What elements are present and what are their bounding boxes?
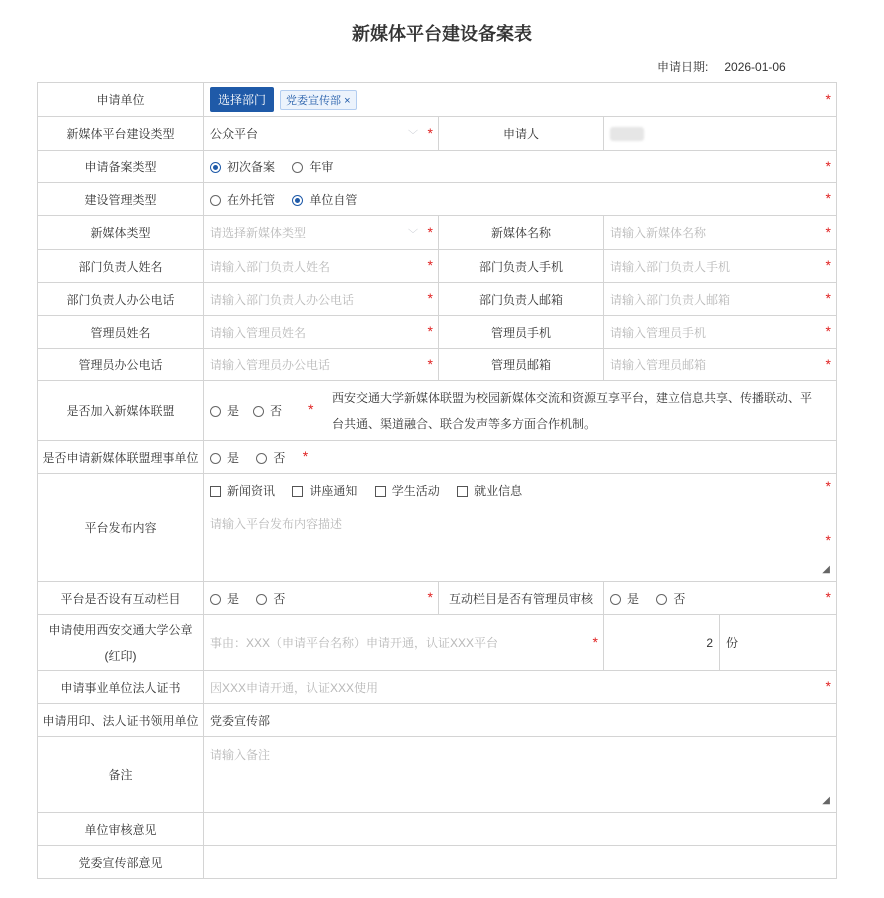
admin-phone-placeholder: 请输入管理员手机 (610, 325, 707, 340)
cert-input[interactable] (204, 671, 837, 704)
radio-icon (256, 594, 267, 605)
media-name-input[interactable] (604, 216, 837, 250)
required-mark: * (592, 633, 598, 650)
required-mark: * (825, 157, 831, 174)
cert-label: 申请事业单位法人证书 (38, 671, 204, 704)
interactive-label: 平台是否设有互动栏目 (38, 582, 204, 615)
row-receiver (38, 704, 837, 737)
media-type-select[interactable] (204, 216, 439, 250)
head-office-label: 部门负责人办公电话 (38, 283, 204, 316)
radio-checked-icon (210, 162, 221, 173)
required-mark: * (825, 257, 831, 274)
radio-icon (656, 594, 667, 605)
option-label: 新闻资讯 (227, 484, 276, 498)
required-mark: * (825, 290, 831, 307)
remark-label: 备注 (38, 737, 204, 813)
media-type-label: 新媒体类型 (38, 216, 204, 250)
row-cert (38, 671, 837, 704)
head-name-placeholder: 请输入部门负责人姓名 (210, 259, 331, 274)
mgmt-type-field (204, 183, 837, 216)
row-remark (38, 737, 837, 813)
required-mark: * (308, 401, 314, 417)
filing-form (37, 82, 837, 879)
admin-name-label: 管理员姓名 (38, 316, 204, 349)
admin-email-placeholder: 请输入管理员邮箱 (610, 358, 707, 372)
row-unit-opinion (38, 813, 837, 846)
required-mark: * (825, 90, 831, 107)
option-label: 否 (673, 591, 686, 606)
row-head-contact (38, 283, 837, 316)
row-seal (38, 615, 837, 671)
seal-label-line2: (红印) (104, 648, 137, 663)
date-label: 申请日期: (657, 60, 709, 74)
row-mgmt-type (38, 183, 837, 216)
head-name-input[interactable] (204, 250, 439, 283)
review-yes-option[interactable] (610, 590, 639, 607)
admin-name-placeholder: 请输入管理员姓名 (210, 325, 307, 340)
row-admin-contact (38, 349, 837, 381)
required-mark: * (825, 678, 831, 695)
alliance-note: 西安交通大学新媒体联盟为校园新媒体交流和资源互享平台，建立信息共享、传播联动、平台共通、渠道融合、联合发声等多方面合作机制。 (332, 390, 813, 431)
head-office-placeholder: 请输入部门负责人办公电话 (210, 292, 355, 307)
row-unit (38, 83, 837, 117)
checkbox-icon (210, 486, 221, 497)
unit-opinion-field (204, 813, 837, 846)
party-opinion-field (204, 846, 837, 879)
radio-checked-icon (292, 195, 303, 206)
party-opinion-label: 党委宣传部意见 (38, 846, 204, 879)
required-mark: * (427, 124, 433, 141)
mgmt-self-option[interactable] (292, 191, 357, 208)
head-email-label: 部门负责人邮箱 (439, 283, 604, 316)
department-tag[interactable]: 党委宣传部 × (280, 90, 356, 110)
applicant-label: 申请人 (439, 117, 604, 151)
platform-type-label: 新媒体平台建设类型 (38, 117, 204, 151)
row-council (38, 441, 837, 474)
option-label: 是 (627, 591, 640, 606)
filing-annual-option[interactable] (292, 158, 333, 175)
seal-label-line1: 申请使用西安交通大学公章 (48, 622, 193, 637)
council-no-option[interactable] (256, 449, 285, 466)
page-title: 新媒体平台建设备案表 (352, 24, 532, 44)
content-job-option[interactable] (457, 482, 522, 499)
checkbox-icon (375, 486, 386, 497)
required-mark: * (825, 190, 831, 207)
row-party-opinion (38, 846, 837, 879)
content-news-option[interactable] (210, 482, 275, 499)
applicant-value-blurred (610, 127, 644, 141)
unit-opinion-label: 单位审核意见 (38, 813, 204, 846)
resize-handle-icon[interactable]: ◢ (822, 564, 830, 575)
cert-placeholder: 因XXX申请开通，认证XXX使用 (210, 680, 379, 695)
resize-handle-icon[interactable]: ◢ (822, 795, 830, 806)
media-name-label: 新媒体名称 (439, 216, 604, 250)
content-field (204, 474, 837, 582)
admin-email-input[interactable] (604, 349, 837, 381)
unit-label: 申请单位 (38, 83, 204, 117)
seal-count-unit: 份 (720, 615, 837, 671)
head-phone-placeholder: 请输入部门负责人手机 (610, 259, 731, 274)
option-label: 是 (227, 404, 240, 418)
content-lecture-option[interactable] (292, 482, 357, 499)
interactive-no-option[interactable] (256, 590, 285, 607)
chevron-down-icon: ﹀ (408, 130, 418, 141)
admin-phone-label: 管理员手机 (439, 316, 604, 349)
council-field (204, 441, 837, 474)
required-mark: * (427, 257, 433, 274)
join-yes-option[interactable] (210, 402, 239, 419)
row-content (38, 474, 837, 582)
interactive-field (204, 582, 439, 615)
required-mark: * (825, 223, 831, 240)
option-label: 是 (227, 451, 240, 466)
radio-icon (210, 406, 221, 417)
required-mark: * (302, 447, 309, 464)
head-name-label: 部门负责人姓名 (38, 250, 204, 283)
option-label: 学生活动 (391, 484, 440, 498)
select-department-button[interactable]: 选择部门 (210, 87, 274, 112)
join-alliance-field (204, 381, 837, 441)
option-label: 否 (273, 591, 286, 606)
required-mark: * (427, 323, 433, 340)
radio-icon (610, 594, 621, 605)
option-label: 讲座通知 (309, 484, 358, 498)
required-mark: * (427, 223, 433, 240)
date-value: 2026-01-06 (724, 60, 786, 74)
remark-placeholder: 请输入备注 (210, 748, 271, 762)
head-email-placeholder: 请输入部门负责人邮箱 (610, 292, 731, 307)
radio-icon (210, 453, 221, 464)
radio-icon (253, 406, 264, 417)
option-label: 否 (273, 451, 286, 466)
option-label: 就业信息 (474, 484, 523, 498)
review-no-option[interactable] (656, 590, 685, 607)
join-alliance-label: 是否加入新媒体联盟 (38, 381, 204, 441)
row-join-alliance (38, 381, 837, 441)
platform-type-value: 公众平台 (210, 127, 259, 141)
row-filing-type (38, 151, 837, 183)
content-placeholder: 请输入平台发布内容描述 (210, 517, 343, 531)
head-email-input[interactable] (604, 283, 837, 316)
required-mark: * (427, 290, 433, 307)
row-media (38, 216, 837, 250)
applicant-field[interactable] (604, 117, 837, 151)
mgmt-hosted-option[interactable] (210, 191, 275, 208)
required-mark: * (427, 589, 433, 606)
filing-type-label: 申请备案类型 (38, 151, 204, 183)
seal-label (38, 615, 204, 671)
radio-icon (210, 195, 221, 206)
row-admin (38, 316, 837, 349)
seal-count-input[interactable]: 2 (604, 615, 720, 671)
chevron-down-icon: ﹀ (408, 229, 418, 240)
option-label: 单位自管 (309, 192, 358, 207)
admin-phone-input[interactable] (604, 316, 837, 349)
radio-icon (210, 594, 221, 605)
media-name-placeholder: 请输入新媒体名称 (610, 226, 707, 240)
row-head (38, 250, 837, 283)
filing-initial-option[interactable] (210, 158, 275, 175)
receiver-value: 党委宣传部 (204, 704, 837, 737)
seal-reason-placeholder: 事由：XXX（申请平台名称）申请开通，认证XXX平台 (210, 636, 499, 650)
interactive-review-field (604, 582, 837, 615)
required-mark: * (825, 323, 831, 340)
mgmt-type-label: 建设管理类型 (38, 183, 204, 216)
radio-icon (256, 453, 267, 464)
filing-type-field (204, 151, 837, 183)
content-student-option[interactable] (375, 482, 440, 499)
council-yes-option[interactable] (210, 449, 239, 466)
seal-reason-input[interactable] (204, 615, 604, 671)
required-mark: * (825, 478, 831, 494)
content-textarea[interactable] (210, 515, 830, 532)
option-label: 是 (227, 591, 240, 606)
platform-type-select[interactable] (204, 117, 439, 151)
media-type-placeholder: 请选择新媒体类型 (210, 226, 307, 240)
admin-office-placeholder: 请输入管理员办公电话 (210, 358, 331, 372)
row-interactive (38, 582, 837, 615)
option-label: 初次备案 (227, 160, 276, 174)
row-platform-type (38, 117, 837, 151)
checkbox-icon (292, 486, 303, 497)
admin-office-input[interactable] (204, 349, 439, 381)
required-mark: * (427, 355, 433, 372)
unit-field (204, 83, 837, 117)
option-label: 否 (270, 404, 283, 418)
required-mark: * (825, 355, 831, 372)
required-mark: * (825, 589, 831, 606)
required-mark: * (825, 532, 831, 548)
head-phone-input[interactable] (604, 250, 837, 283)
checkbox-icon (457, 486, 468, 497)
interactive-review-label: 互动栏目是否有管理员审核 (439, 582, 604, 615)
admin-name-input[interactable] (204, 316, 439, 349)
join-no-option[interactable] (253, 402, 282, 419)
council-label: 是否申请新媒体联盟理事单位 (38, 441, 204, 474)
interactive-yes-option[interactable] (210, 590, 239, 607)
option-label: 年审 (309, 160, 334, 174)
option-label: 在外托管 (227, 192, 276, 207)
head-office-input[interactable] (204, 283, 439, 316)
application-date (657, 58, 786, 75)
radio-icon (292, 162, 303, 173)
receiver-label: 申请用印、法人证书领用单位 (38, 704, 204, 737)
admin-office-label: 管理员办公电话 (38, 349, 204, 381)
content-label: 平台发布内容 (38, 474, 204, 582)
remark-textarea[interactable] (204, 737, 837, 813)
head-phone-label: 部门负责人手机 (439, 250, 604, 283)
admin-email-label: 管理员邮箱 (439, 349, 604, 381)
